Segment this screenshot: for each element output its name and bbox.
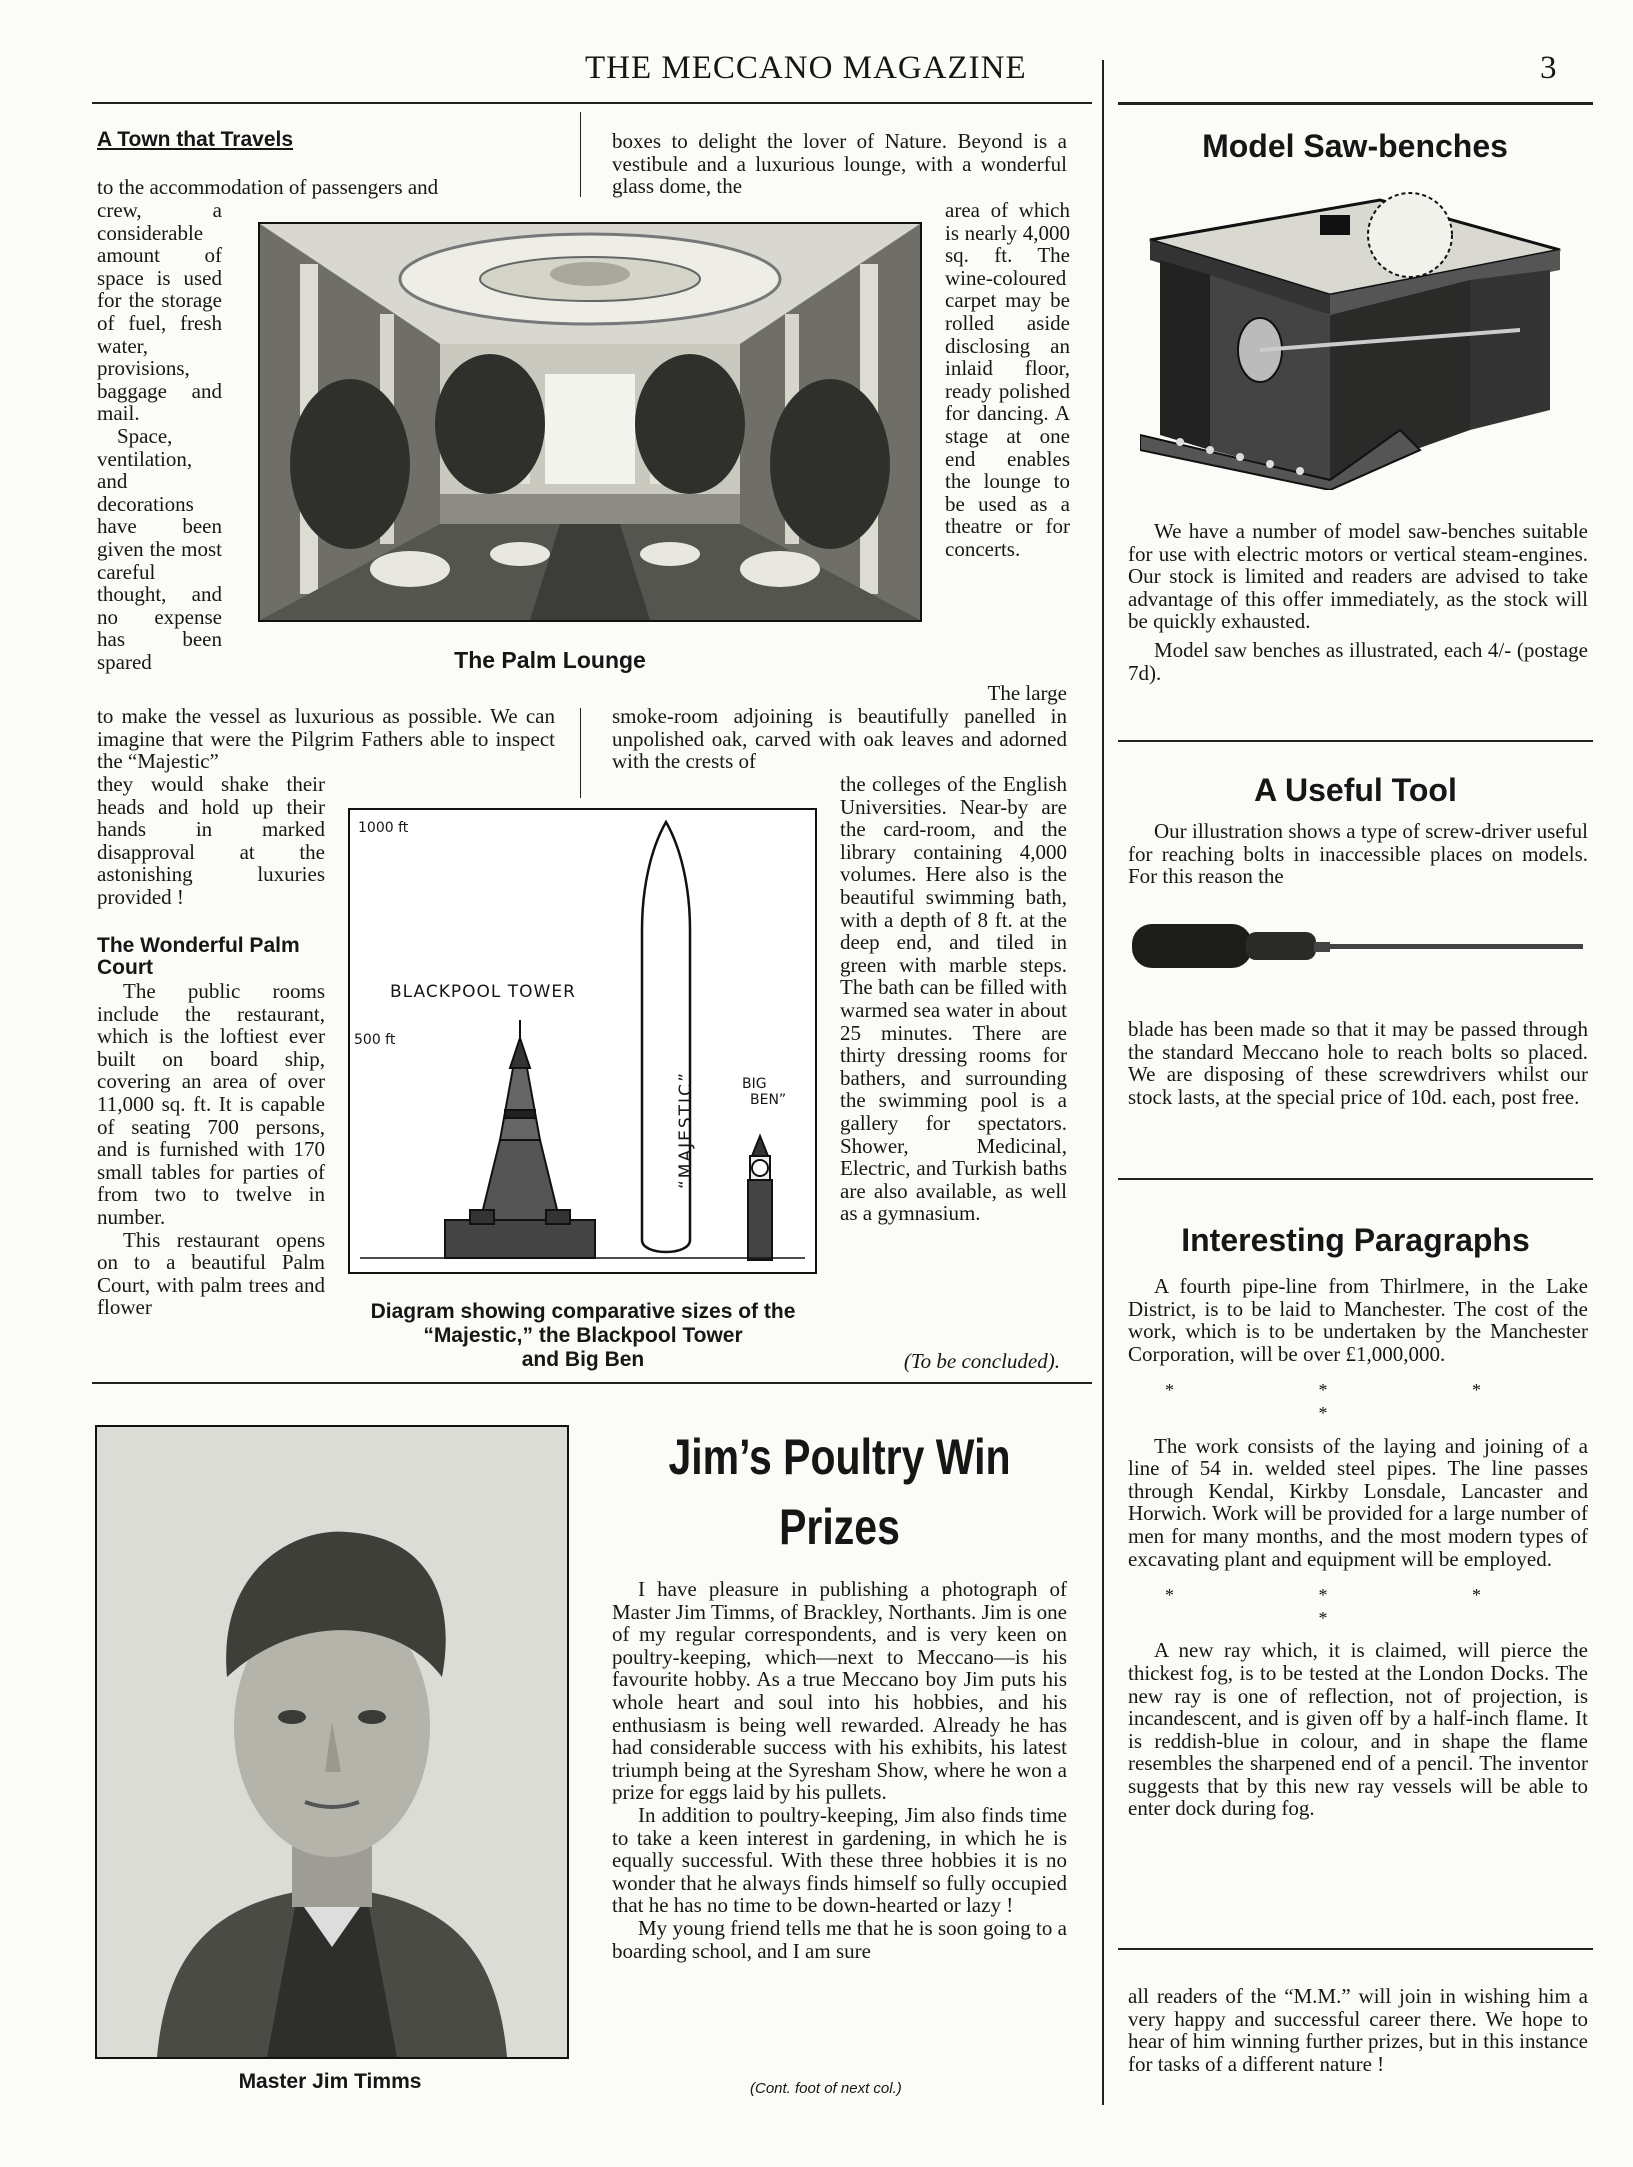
section-divider-lower [92, 1382, 1092, 1384]
tool-paragraph-2: blade has been made so that it may be passed through the standard Meccano hole to reach bolts so placed. We are disposing of these screwdrivers whilst our stock lasts, at the special price of 10d. each, post free. [1128, 1017, 1588, 1109]
town-text-full: to make the vessel as luxurious as possible. We can imagine that were the Pilgrim Fathers able to inspect the “Majestic” [97, 704, 555, 774]
blackpool-tower-drawing [445, 1020, 595, 1258]
right-divider-2 [1118, 1178, 1593, 1180]
column-divider-left-2 [580, 708, 581, 798]
page-header-title: THE MECCANO MAGAZINE [585, 50, 1027, 86]
saw-bench-price: Model saw benches as illustrated, each 4/- (postage 7d). [1128, 637, 1588, 685]
jim-paragraph-1: I have pleasure in publishing a photograph of Master Jim Timms, of Brackley, Northants. Jim is one of my regular correspondents, and is very keen on poultry-keeping, which—next to Meccano—is his favourite hobby. As a true Meccano boy Jim puts his whole heart and soul into his hobbies, and his enthusiasm is being well rewarded. Already he has had considerable success with his exhibits, his latest triumph being at the Syresham Show, where he won a prize for eggs laid by his pullets. [612, 1577, 1067, 1805]
section-heading-useful-tool: A Useful Tool [1254, 772, 1457, 808]
jim-timms-photo [95, 1425, 569, 2059]
jim-paragraph-3: My young friend tells me that he is soon going to a boarding school, and I am sure [612, 1915, 1067, 1963]
saw-bench-text [1128, 520, 1588, 684]
label-majestic: “MAJESTIC” [676, 1070, 696, 1190]
jim-continued-note: (Cont. foot of next col.) [750, 2080, 902, 2097]
right-divider-3 [1118, 1948, 1593, 1950]
label-big: BIG [742, 1076, 767, 1092]
tool-paragraph-1: Our illustration shows a type of screw-driver useful for reaching bolts in inaccessible places on models. For this reason the [1128, 819, 1588, 889]
screwdriver-illustration [1128, 912, 1588, 982]
town-text-end: they would shake their heads and hold up their hands in marked disapproval at the astonishing luxuries provided ! [97, 772, 325, 909]
right-divider-1 [1118, 740, 1593, 742]
jim-continuation-text [1128, 1985, 1588, 2075]
pipeline-paragraph: A fourth pipe-line from Thirlmere, in the Lake District, is to be laid to Manchester. The cost of the work, which is to be undertaken by the Manchester Corporation, will be over £1,000,000. [1128, 1274, 1588, 1366]
comparative-size-diagram [348, 808, 817, 1274]
jim-continuation-paragraph: all readers of the “M.M.” will join in wishing him a very happy and successful career there. We hope to hear of him winning further prizes, but in this instance for tasks of a different nature ! [1128, 1984, 1588, 2076]
separator-stars-1: * * * * [1165, 1380, 1551, 1423]
jim-article-title [653, 1422, 1026, 1562]
section-heading-saw-benches: Model Saw-benches [1202, 128, 1508, 164]
diagram-caption [338, 1300, 828, 1372]
palm-lounge-photo [258, 222, 922, 622]
restaurant-paragraph: This restaurant opens on to a beautiful Palm Court, with palm trees and flower [97, 1227, 325, 1320]
saw-bench-paragraph: We have a number of model saw-benches suitable for use with electric motors or vertical steam-engines. Our stock is limited and readers are advised to take advantage of this offer immediately, as the stock will be quickly exhausted. [1128, 519, 1588, 634]
jim-title-line-1: Jim’s Poultry Win [668, 1429, 1011, 1485]
lounge-text-top: boxes to delight the lover of Nature. Beyond is a vestibule and a luxurious lounge, with a wonderful glass dome, the [612, 129, 1067, 199]
jim-paragraph-2: In addition to poultry-keeping, Jim also finds time to take a keen interest in gardening, in which he is equally successful. With these three hobbies it is no wonder that he always finds himself so fully occupied that he has no time to be down-hearted or lazy ! [612, 1802, 1067, 1918]
town-paragraph-2: Space, ventilation, and decorations have been given the most careful thought, and no expense has been spared [97, 423, 222, 674]
label-500-ft: 500 ft [354, 1032, 396, 1048]
palm-lounge-illustration [260, 224, 920, 620]
diagram-caption-line-2: “Majestic,” the Blackpool Tower [423, 1324, 743, 1347]
big-ben-drawing [748, 1136, 772, 1260]
diagram-caption-line-3: and Big Ben [521, 1348, 645, 1371]
smoke-room-text: smoke-room adjoining is beautifully panelled in unpolished oak, carved with oak leaves and adorned with the crests of [612, 704, 1067, 774]
section-subheading-palm-court: The Wonderful Palm Court [97, 934, 300, 979]
colleges-text: the colleges of the English Universities. Near-by are the card-room, and the library containing 4,000 volumes. Here also is the beautiful swimming bath, with a depth of 8 ft. at the deep end, and tiled in green with marble steps. The bath can be filled with warmed sea water in about 25 minutes. There are thirty dressing rooms for bathers, and surrounding the swimming pool is a gallery for spectators. Shower, Medicinal, Electric, and Turkish baths are also available, as well as a gymnasium. [840, 772, 1067, 1226]
smoke-room-lead: The large [987, 681, 1067, 705]
town-paragraph-1: crew, a considerable amount of space is used for the storage of fuel, fresh water, provisions, baggage and mail. [97, 198, 222, 426]
page-number: 3 [1540, 50, 1558, 86]
pipeline-work-paragraph: The work consists of the laying and joining of a line of 54 in. welded steel pipes. The line passes through Kendal, Kirkby Lonsdale, Lancaster and Horwich. Work will be provided for a large number of men for many months, and the most modern types of excavating plant and equipment will be employed. [1128, 1433, 1588, 1571]
diagram-drawing [350, 810, 815, 1272]
jim-portrait [97, 1427, 567, 2057]
palm-court-text [97, 980, 325, 1319]
label-ben: BEN” [750, 1092, 787, 1108]
tool-text-1 [1128, 820, 1588, 888]
interesting-paragraphs-text [1128, 1275, 1588, 1820]
label-1000-ft: 1000 ft [358, 820, 409, 836]
town-text-side [97, 199, 222, 673]
column-divider-left [580, 112, 581, 197]
lounge-text-side: area of which is nearly 4,000 sq. ft. The wine-coloured carpet may be rolled aside disclosing an inlaid floor, ready polished for dancing. A stage at one end enables the lounge to be used as a theatre or for concerts. [945, 198, 1070, 561]
saw-bench-illustration [1140, 180, 1570, 490]
header-rule-right [1118, 102, 1593, 105]
jim-title-line-2: Prizes [779, 1499, 900, 1555]
palm-lounge-caption: The Palm Lounge [454, 647, 646, 673]
section-heading-interesting-paragraphs: Interesting Paragraphs [1181, 1222, 1530, 1258]
screwdriver-drawing [1128, 912, 1588, 982]
saw-bench-drawing [1140, 180, 1570, 490]
diagram-caption-line-1: Diagram showing comparative sizes of the [370, 1300, 796, 1323]
separator-stars-2: * * * * [1165, 1585, 1551, 1628]
section-heading-town: A Town that Travels [97, 128, 294, 151]
fog-ray-paragraph: A new ray which, it is claimed, will pierce the thickest fog, is to be tested at the London Docks. The new ray is one of reflection, not of projection, is incandescent, and is given off by a half-inch flame. It is reddish-blue in colour, and in shape the flame resembles the sharpened end of a pencil. The inventor suggests that by this new ray vessels will be able to enter dock during fog. [1128, 1638, 1588, 1821]
header-rule [92, 102, 1092, 104]
to-be-concluded: (To be concluded). [903, 1349, 1060, 1373]
palm-court-paragraph: The public rooms include the restaurant, which is the loftiest ever built on board ship, covering an area of over 11,000 sq. ft. It is capable of seating 700 persons, and is furnished with 170 small tables for parties of from two to twelve in number. [97, 979, 325, 1229]
tool-text-2 [1128, 1018, 1588, 1108]
jim-article-body [612, 1578, 1067, 1962]
town-text-top: to the accommodation of passengers and [97, 175, 439, 199]
label-blackpool-tower: BLACKPOOL TOWER [390, 982, 576, 1002]
column-divider-main [1102, 60, 1104, 2105]
jim-photo-caption: Master Jim Timms [238, 2070, 422, 2093]
